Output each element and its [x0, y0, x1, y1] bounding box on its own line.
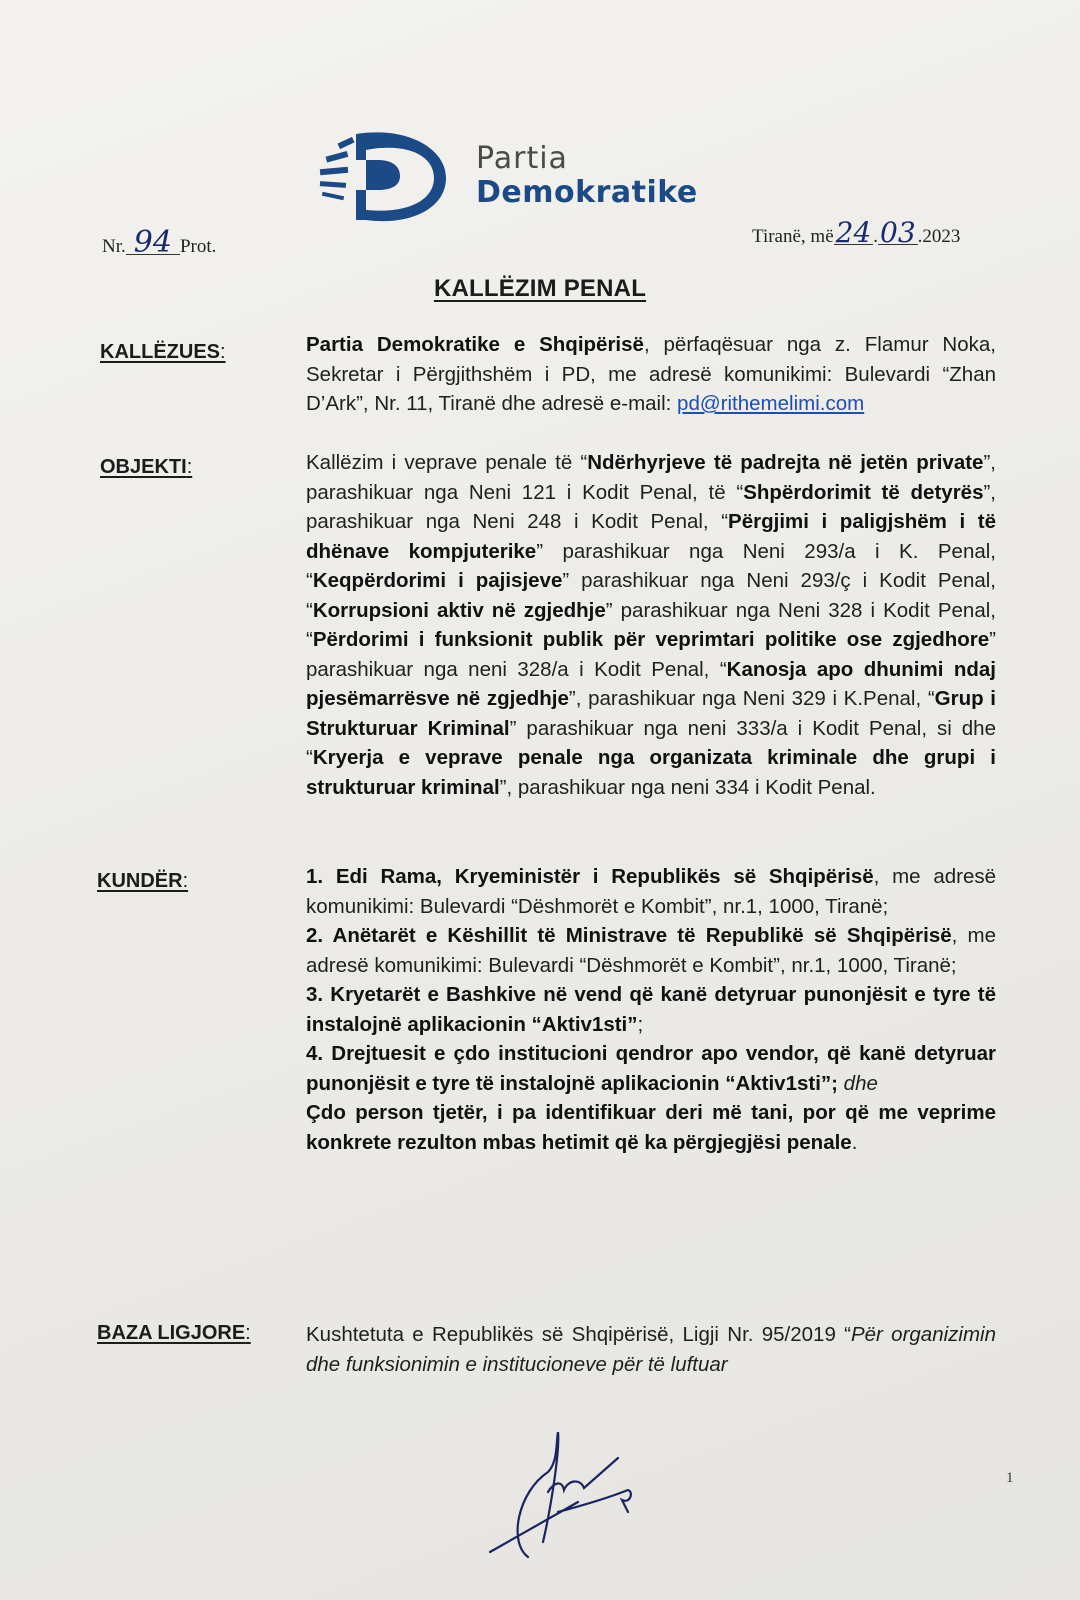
- offense: Kryerja e veprave penale nga organizata kriminale dhe grupi i strukturuar kriminal: [306, 746, 996, 799]
- label-text: KUNDËR: [97, 870, 183, 892]
- accused-name: 1. Edi Rama, Kryeministër i Republikës së Shqipërisë: [306, 865, 874, 888]
- offense: Shpërdorimit të detyrës: [743, 480, 984, 504]
- text: ” parashikuar nga neni 333/a i Kodit Penal, si dhe “: [306, 716, 996, 769]
- punct: .: [851, 1130, 858, 1154]
- title-text: KALLËZIM PENAL: [433, 275, 647, 302]
- label-kunder: [97, 870, 188, 893]
- text: ” parashikuar nga neni 328/a i Kodit Penal, “: [306, 628, 996, 681]
- offense: Kanosja apo dhunimi ndaj pjesëmarrësve në zgjedhje: [306, 657, 996, 710]
- baza-ligjore-text: [306, 1320, 996, 1379]
- accused-item-4: [306, 1039, 996, 1098]
- offense: Përgjimi i paligjshëm i të dhënave kompjuterike: [306, 510, 996, 563]
- logo-text-partia: Partia: [476, 141, 568, 176]
- text: Kushtetuta e Republikës së Shqipërisë, Ligji Nr. 95/2019 “: [306, 1323, 851, 1346]
- party-logo: [316, 128, 698, 224]
- text: ”, parashikuar nga neni 334 i Kodit Penal.: [499, 775, 876, 799]
- accused-item-5: [306, 1098, 996, 1157]
- text: ” parashikuar nga Neni 293/a i K. Penal, “: [306, 539, 996, 592]
- offense: Ndërhyrjeve të padrejta në jetën private: [587, 451, 984, 474]
- accused-address: , me adresë komunikimi: Bulevardi “Dëshmorët e Kombit”, nr.1, 1000, Tiranë;: [306, 865, 996, 918]
- label-text: BAZA LIGJORE: [97, 1322, 246, 1344]
- email-link[interactable]: pd@rithemelimi.com: [677, 392, 865, 415]
- text: ”, parashikuar nga Neni 248 i Kodit Penal, “: [306, 480, 997, 533]
- protocol-prefix: Nr.: [102, 236, 126, 257]
- accused-item-2: [306, 921, 996, 980]
- handwritten-month: 03: [880, 216, 916, 249]
- page-number: 1: [1006, 1470, 1014, 1486]
- pd-logo-icon: [316, 128, 448, 224]
- complainant-details: , përfaqësuar nga z. Flamur Noka, Sekretar i Përgjithshëm i PD, me adresë komunikimi: Bulevardi “Zhan D’Ark”, Nr. 11, Tiranë dhe adresë e-mail:: [306, 333, 996, 415]
- label-baza-ligjore: [97, 1322, 251, 1345]
- conjunction: dhe: [837, 1071, 878, 1095]
- label-colon: :: [220, 341, 226, 363]
- handwritten-protocol-number: 94: [126, 232, 180, 255]
- text: Kallëzim i veprave penale të “: [306, 451, 588, 474]
- signature: [488, 1432, 638, 1572]
- label-text: OBJEKTI: [100, 456, 187, 478]
- accused-name: 4. Drejtuesit e çdo institucioni qendror apo vendor, që kanë detyruar punonjësit e tyre të instalojnë aplikacionin “Aktiv1sti”;: [306, 1042, 996, 1095]
- date-prefix: Tiranë, më: [752, 226, 834, 247]
- document-title: [0, 275, 1080, 303]
- offense: Keqpërdorimi i pajisjeve: [312, 569, 563, 592]
- accused-item-1: [306, 862, 996, 921]
- text: ” parashikuar nga Neni 328 i Kodit Penal, “: [306, 598, 996, 651]
- objekti-text: [306, 448, 996, 802]
- handwritten-day: 24: [835, 216, 872, 249]
- label-text: KALLËZUES: [100, 341, 220, 363]
- offense: Përdorimi i funksionit publik për veprimtari politike ose zgjedhore: [312, 628, 990, 651]
- label-objekti: [100, 456, 192, 479]
- accused-name: Çdo person tjetër, i pa identifikuar deri më tani, por që me veprime konkrete rezulton mbas hetimit që ka përgjegjësi penale: [306, 1101, 996, 1154]
- accused-name: 2. Anëtarët e Këshillit të Ministrave të Republikë së Shqipërisë: [306, 924, 952, 947]
- label-kallezues: [100, 341, 226, 364]
- logo-text-demokratike: Demokratike: [476, 175, 698, 210]
- protocol-suffix: Prot.: [179, 236, 217, 257]
- kunder-list: [306, 862, 996, 1157]
- kallezues-text: [306, 330, 996, 419]
- accused-name: 3. Kryetarët e Bashkive në vend që kanë detyruar punonjësit e tyre të instalojnë aplikacionin “Aktiv1sti”: [306, 983, 996, 1036]
- label-colon: :: [245, 1322, 251, 1344]
- text: ”, parashikuar nga Neni 121 i Kodit Penal, të “: [306, 451, 996, 504]
- date-year: .2023: [917, 226, 961, 247]
- text: ”, parashikuar nga Neni 329 i K.Penal, “: [568, 687, 935, 710]
- accused-item-3: [306, 980, 996, 1039]
- protocol-number: [102, 225, 217, 260]
- punct: ;: [637, 1012, 644, 1036]
- label-colon: :: [186, 456, 193, 478]
- offense: Korrupsioni aktiv në zgjedhje: [312, 598, 606, 622]
- text: ” parashikuar nga Neni 293/ç i Kodit Penal, “: [306, 569, 996, 622]
- label-colon: :: [182, 870, 189, 892]
- accused-address: , me adresë komunikimi: Bulevardi “Dëshmorët e Kombit”, nr.1, 1000, Tiranë;: [306, 924, 996, 977]
- complainant-name: Partia Demokratike e Shqipërisë: [306, 333, 644, 356]
- law-title: Për organizimin dhe funksionimin e institucioneve për të luftuar: [306, 1323, 997, 1376]
- offense: Grup i Strukturuar Kriminal: [306, 687, 997, 740]
- date-line: Tiranë, më24 .03 .2023: [752, 216, 961, 249]
